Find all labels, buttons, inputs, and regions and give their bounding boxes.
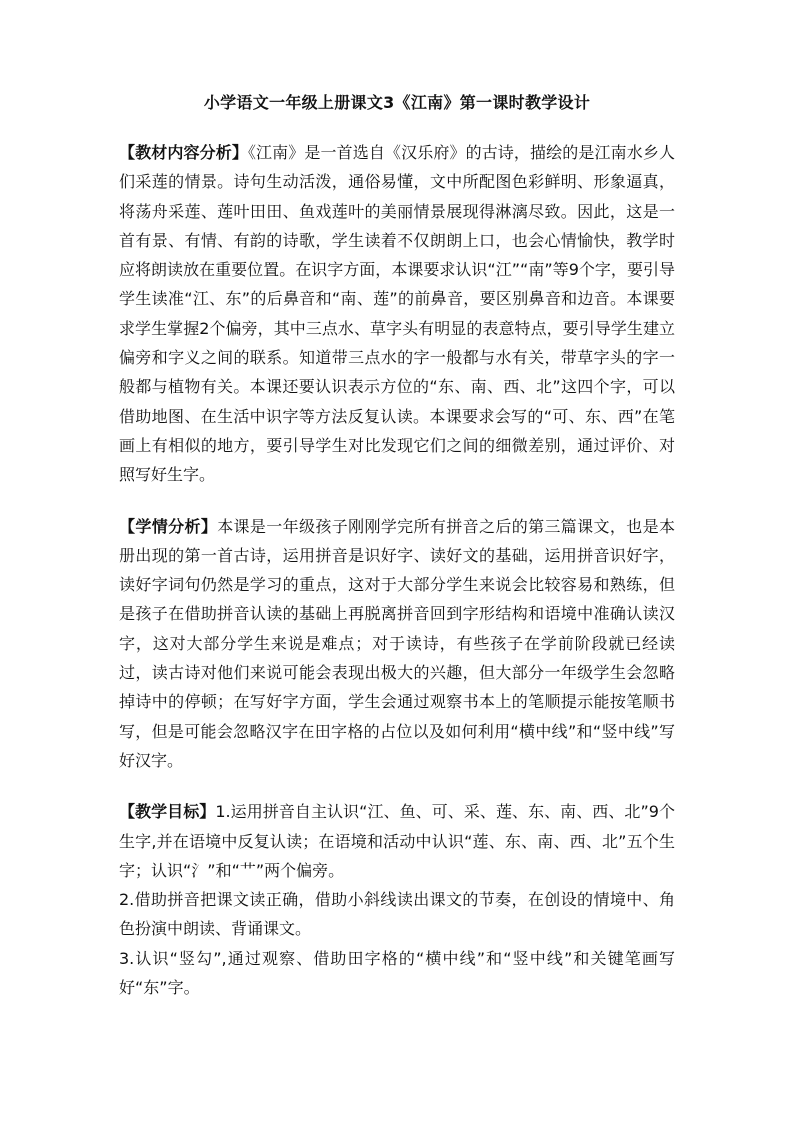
section-student-analysis: [119, 512, 675, 776]
section-text: 本课是一年级孩子刚刚学完所有拼音之后的第三篇课文，也是本册出现的第一首古诗，运用拼音是识好字、读好文的基础，运用拼音识好字，读好字词句仍然是学习的重点，这对于大部分学生来说会比较容易和熟练，但是孩子在借助拼音认读的基础上再脱离拼音回到字形结构和语境中准确认读汉字，这对大部分学生来说是难点；对于读诗，有些孩子在学前阶段就已经读过，读古诗对他们来说可能会表现出极大的兴趣，但大部分一年级学生会忽略掉诗中的停顿；在写好字方面，学生会通过观察书本上的笔顺提示能按笔顺书写，但是可能会忽略汉字在田字格的占位以及如何利用“横中线”和“竖中线”写好汉字。: [119, 516, 675, 770]
section-teaching-goals: [119, 797, 675, 885]
section-textbook-analysis: [119, 138, 675, 490]
goal-item-3: 3.认识“竖勾”,通过观察、借助田字格的“横中线”和“竖中线”和关键笔画写好“东”字。: [119, 948, 675, 998]
section-label: 【学情分析】: [119, 516, 218, 536]
section-text: 《江南》是一首选自《汉乐府》的古诗，描绘的是江南水乡人们采莲的情景。诗句生动活泼，通俗易懂，文中所配图色彩鲜明、形象逼真，将荡舟采莲、莲叶田田、鱼戏莲叶的美丽情景展现得淋漓尽致。因此，这是一首有景、有情、有韵的诗歌，学生读着不仅朗朗上口，也会心情愉快，教学时应将朗读放在重要位置。在识字方面，本课要求认识“江”“南”等9个字，要引导学生读准“江、东”的后鼻音和“南、莲”的前鼻音，要区别鼻音和边音。本课要求学生掌握2个偏旁，其中三点水、草字头有明显的表意特点，要引导学生建立偏旁和字义之间的联系。知道带三点水的字一般都与水有关，带草字头的字一般都与植物有关。本课还要认识表示方位的“东、南、西、北”这四个字，可以借助地图、在生活中识字等方法反复认读。本课要求会写的“可、东、西”在笔画上有相似的地方，要引导学生对比发现它们之间的细微差别，通过评价、对照写好生字。: [119, 143, 675, 485]
goal-item-2: 2.借助拼音把课文读正确，借助小斜线读出课文的节奏，在创设的情境中、角色扮演中朗读、背诵课文。: [119, 890, 675, 939]
section-text: 1.运用拼音自主认识“江、鱼、可、采、莲、东、南、西、北”9个生字,并在语境中反复认读；在语境和活动中认识“莲、东、南、西、北”五个生字；认识“氵”和“艹”两个偏旁。: [119, 802, 675, 880]
section-label: 【教材内容分析】: [119, 143, 248, 162]
section-label: 【教学目标】: [119, 802, 216, 822]
document-page: [119, 92, 675, 1002]
document-title: 小学语文一年级上册课文3《江南》第一课时教学设计: [203, 93, 591, 112]
